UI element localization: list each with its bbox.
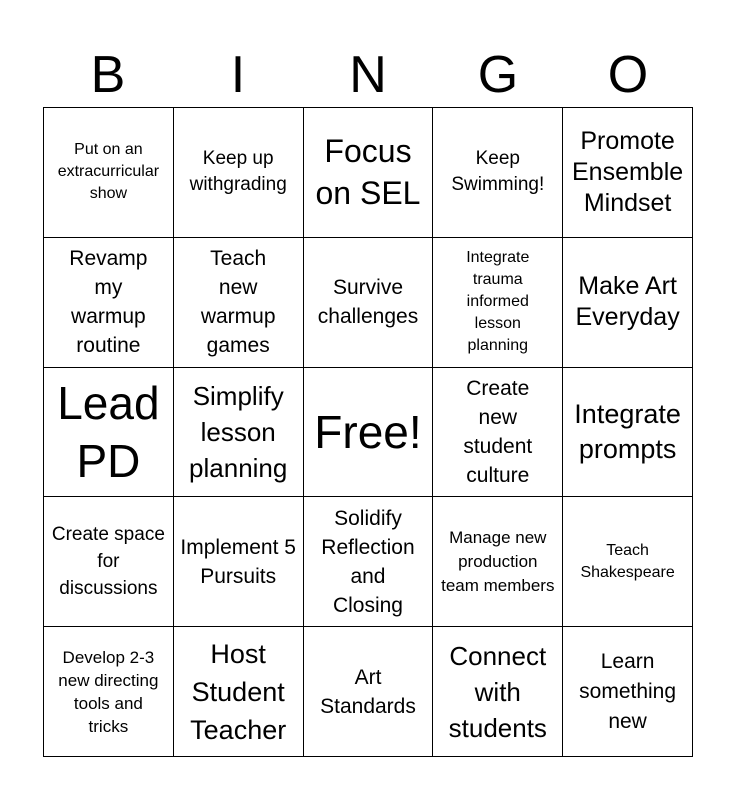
cell-text: Art Standards: [320, 665, 416, 718]
bingo-cell: [433, 108, 563, 238]
bingo-cell: [304, 238, 434, 368]
cell-text: Teach new warmup games: [200, 247, 276, 358]
bingo-cell: [174, 368, 304, 498]
bingo-cell: [174, 497, 304, 627]
bingo-cell: [44, 368, 174, 498]
cell-text: Integrate trauma informed lesson planning: [466, 249, 530, 355]
bingo-cell: [44, 497, 174, 627]
bingo-cell: [563, 368, 693, 498]
cell-text: Teach Shakespeare: [580, 541, 675, 581]
bingo-cell: [563, 497, 693, 627]
bingo-cell: [433, 627, 563, 757]
header-letter-i: I: [230, 46, 246, 104]
cell-text: Focus on SEL: [315, 133, 421, 212]
bingo-cell: [563, 627, 693, 757]
header-letter-n: N: [349, 46, 387, 104]
cell-text: Solidify Reflection and Closing: [321, 506, 415, 617]
cell-text: Keep Swimming!: [451, 148, 545, 196]
bingo-board: [43, 107, 693, 757]
bingo-cell: [44, 627, 174, 757]
bingo-header: [43, 44, 693, 106]
bingo-cell: [44, 238, 174, 368]
cell-text: Survive challenges: [317, 276, 419, 329]
bingo-cell: [304, 627, 434, 757]
free-space-text: Free!: [314, 405, 422, 458]
bingo-cell: [563, 238, 693, 368]
bingo-cell: [433, 238, 563, 368]
cell-text: Simplify lesson planning: [189, 380, 288, 483]
cell-text: Implement 5 Pursuits: [180, 535, 296, 588]
header-letter-g: G: [477, 46, 519, 104]
cell-text: Integrate prompts: [574, 398, 681, 464]
cell-text: Create space for discussions: [51, 524, 165, 600]
header-letter-b: B: [90, 46, 126, 104]
bingo-cell free-cell: [304, 368, 434, 498]
cell-text: Connect with students: [448, 640, 547, 743]
bingo-cell: [433, 368, 563, 498]
cell-text: Revamp my warmup routine: [69, 247, 148, 358]
cell-text: Host Student Teacher: [190, 638, 287, 745]
cell-text: Make Art Everyday: [575, 272, 680, 332]
bingo-cell: [44, 108, 174, 238]
bingo-cell: [174, 108, 304, 238]
bingo-cell: [563, 108, 693, 238]
bingo-cell: [304, 497, 434, 627]
cell-text: Lead PD: [57, 376, 160, 487]
cell-text: Learn something new: [579, 649, 677, 733]
cell-text: Create new student culture: [463, 376, 533, 487]
bingo-cell: [174, 238, 304, 368]
cell-text: Keep up withgrading: [189, 148, 287, 196]
bingo-cell: [433, 497, 563, 627]
bingo-cell: [304, 108, 434, 238]
cell-text: Promote Ensemble Mindset: [572, 126, 684, 217]
bingo-cell: [174, 627, 304, 757]
cell-text: Manage new production team members: [441, 527, 555, 595]
cell-text: Develop 2-3 new directing tools and tricks: [58, 647, 159, 736]
header-letter-o: O: [607, 46, 649, 104]
cell-text: Put on an extracurricular show: [57, 141, 160, 203]
